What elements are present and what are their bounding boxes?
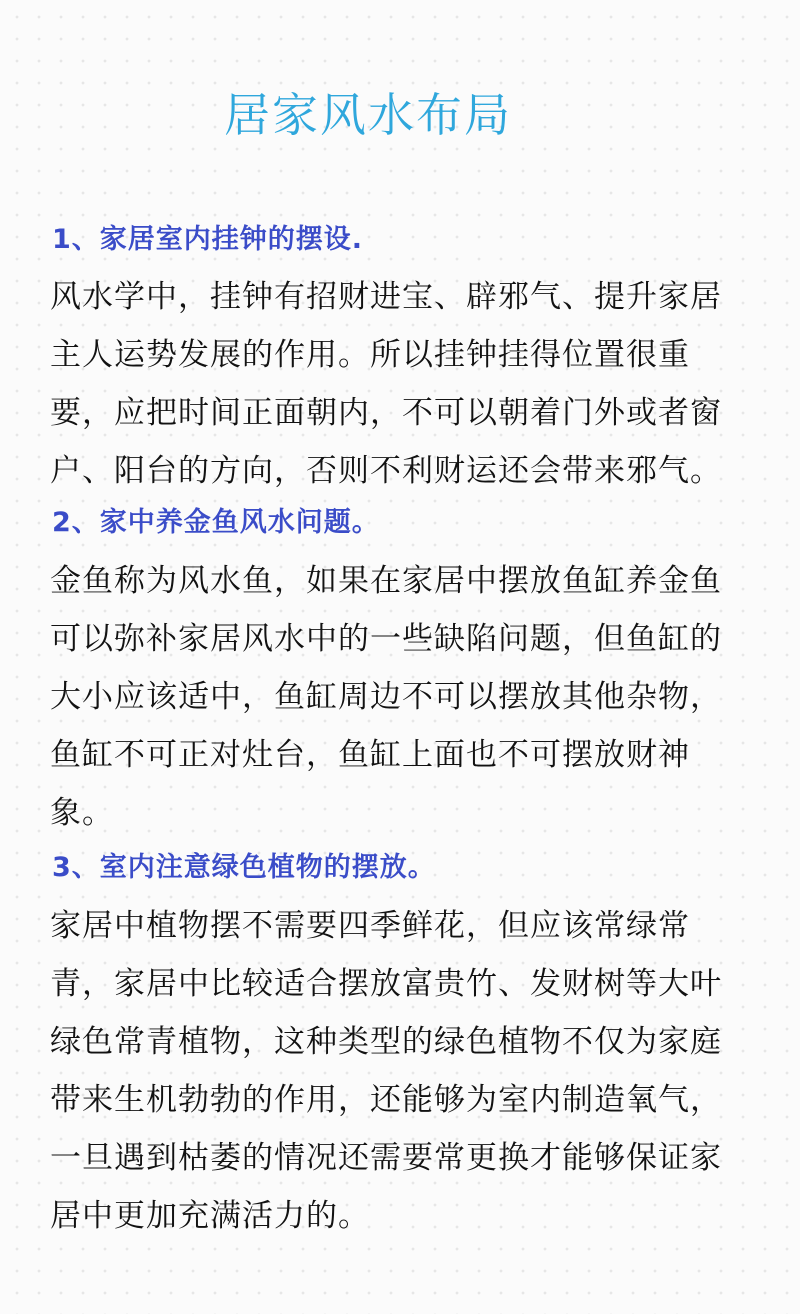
paragraph-line: 要，应把时间正面朝内，不可以朝着门外或者窗 [50,395,722,431]
paragraph-line: 金鱼称为风水鱼，如果在家居中摆放鱼缸养金鱼 [50,563,722,599]
paragraph-line: 象。 [50,795,114,831]
section-1-paragraph [50,268,762,500]
paragraph-line: 大小应该适中，鱼缸周边不可以摆放其他杂物， [50,679,722,715]
section-3-heading: 3、室内注意绿色植物的摆放。 [52,852,436,883]
paragraph-line: 青，家居中比较适合摆放富贵竹、发财树等大叶 [50,966,722,1002]
section-3-paragraph [50,897,762,1245]
paragraph-line: 风水学中，挂钟有招财进宝、辟邪气、提升家居 [50,279,722,315]
paragraph-line: 绿色常青植物，这种类型的绿色植物不仅为家庭 [50,1024,722,1060]
paragraph-line: 鱼缸不可正对灶台，鱼缸上面也不可摆放财神 [50,737,690,773]
paragraph-line: 一旦遇到枯萎的情况还需要常更换才能够保证家 [50,1140,722,1176]
paragraph-line: 带来生机勃勃的作用，还能够为室内制造氧气， [50,1082,722,1118]
paragraph-line: 家居中植物摆不需要四季鲜花，但应该常绿常 [50,908,690,944]
section-1-heading: 1、家居室内挂钟的摆设. [52,224,364,255]
page-title: 居家风水布局 [224,88,512,142]
section-2-heading: 2、家中养金鱼风水问题。 [52,507,380,538]
section-2-paragraph [50,552,762,842]
paragraph-line: 主人运势发展的作用。所以挂钟挂得位置很重 [50,337,690,373]
paragraph-line: 居中更加充满活力的。 [50,1198,370,1234]
paragraph-line: 可以弥补家居风水中的一些缺陷问题，但鱼缸的 [50,621,722,657]
paragraph-line: 户、阳台的方向，否则不利财运还会带来邪气。 [50,453,722,489]
